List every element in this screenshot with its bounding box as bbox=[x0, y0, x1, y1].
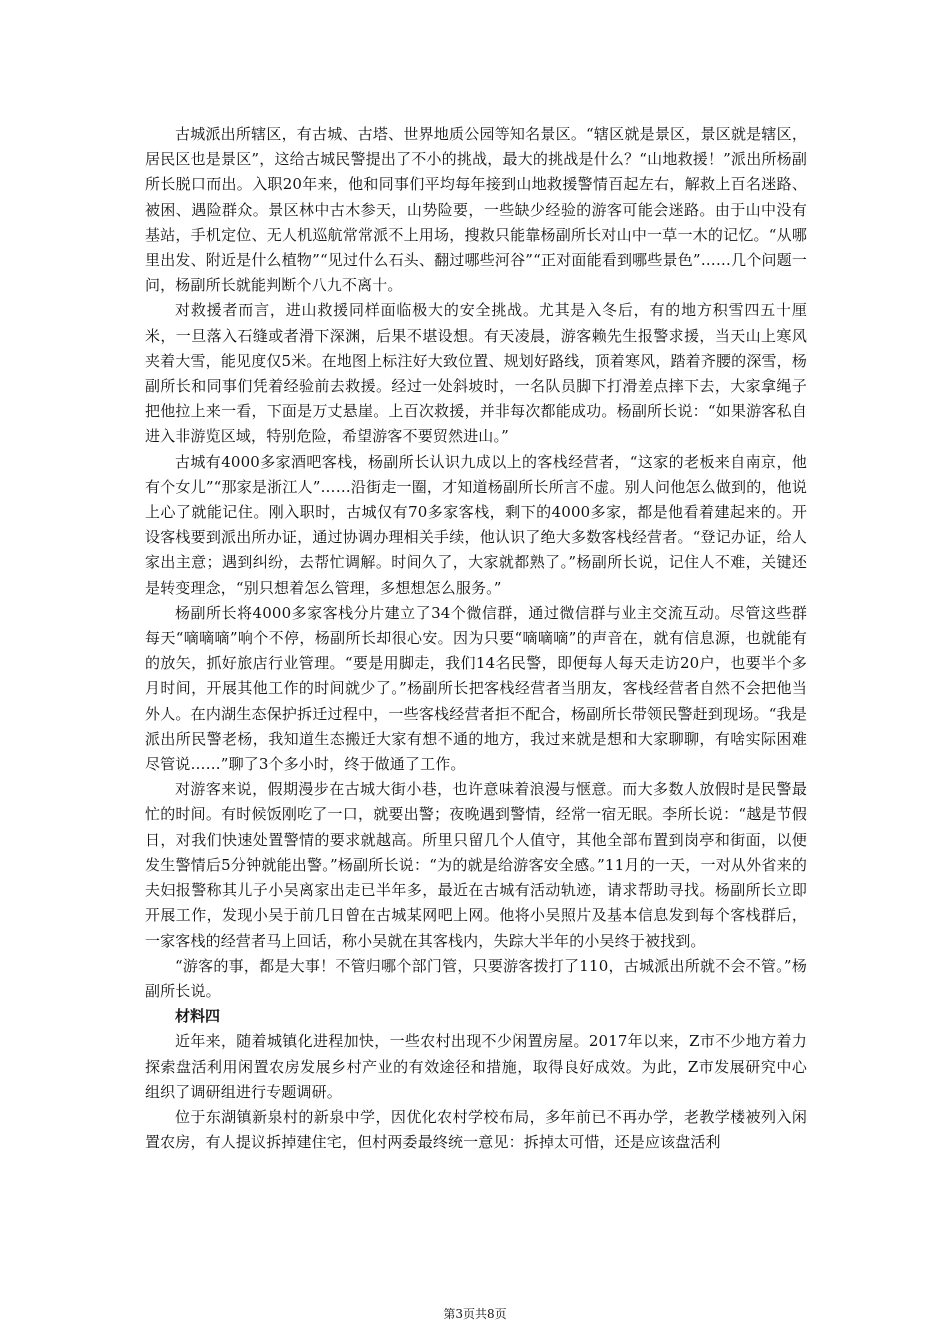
paragraph-1: 古城派出所辖区，有古城、古塔、世界地质公园等知名景区。“辖区就是景区，景区就是辖区，居民区也是景区”，这给古城民警提出了不小的挑战，最大的挑战是什么？“山地救援！”派出所杨副所长脱口而出。入职20年来，他和同事们平均每年接到山地救援警情百起左右，解救上百名迷路、被困、遇险群众。景区林中古木参天，山势险要，一些缺少经验的游客可能会迷路。由于山中没有基站，手机定位、无人机巡航常常派不上用场，搜救只能靠杨副所长对山中一草一木的记忆。“从哪里出发、附近是什么植物”“见过什么石头、翻过哪些河谷”“正对面能看到哪些景色”……几个问题一问，杨副所长就能判断个八九不离十。 bbox=[145, 125, 807, 295]
paragraph-4: 杨副所长将4000多家客栈分片建立了34个微信群，通过微信群与业主交流互动。尽管这些群每天“嘀嘀嘀”响个不停，杨副所长却很心安。因为只要“嘀嘀嘀”的声音在，就有信息源，也就能有的放矢，抓好旅店行业管理。“要是用脚走，我们14名民警，即便每人每天走访20户，也要半个多月时间，开展其他工作的时间就少了。”杨副所长把客栈经营者当朋友，客栈经营者自然不会把他当外人。在内湖生态保护拆迁过程中，一些客栈经营者拒不配合，杨副所长带领民警赶到现场。“我是派出所民警老杨，我知道生态搬迁大家有想不通的地方，我过来就是想和大家聊聊，有啥实际困难尽管说……”聊了3个多小时，终于做通了工作。 bbox=[145, 603, 807, 774]
paragraph-8: 位于东湖镇新泉村的新泉中学，因优化农村学校布局，多年前已不再办学，老教学楼被列入闲置农房，有人提议拆掉建住宅，但村两委最终统一意见：拆掉太可惜，还是应该盘活利 bbox=[145, 1107, 807, 1152]
section-heading: 材料四 bbox=[175, 1007, 221, 1026]
paragraph-6: “游客的事，都是大事！不管归哪个部门管，只要游客拨打了110，古城派出所就不会不管。”杨副所长说。 bbox=[145, 956, 807, 1000]
document-body bbox=[145, 122, 807, 1155]
paragraph-5: 对游客来说，假期漫步在古城大街小巷，也许意味着浪漫与惬意。而大多数人放假时是民警最忙的时间。有时候饭刚吃了一口，就要出警；夜晚遇到警情，经常一宿无眠。李所长说：“越是节假日，对我们快速处置警情的要求就越高。所里只留几个人值守，其他全部布置到岗亭和街面，以便发生警情后5分钟就能出警。”杨副所长说：“为的就是给游客安全感。”11月的一天，一对从外省来的夫妇报警称其儿子小吴离家出走已半年多，最近在古城有活动轨迹，请求帮助寻找。杨副所长立即开展工作，发现小吴于前几日曾在古城某网吧上网。他将小吴照片及基本信息发到每个客栈群后，一家客栈的经营者马上回话，称小吴就在其客栈内，失踪大半年的小吴终于被找到。 bbox=[145, 780, 807, 950]
paragraph-7: 近年来，随着城镇化进程加快，一些农村出现不少闲置房屋。2017年以来，Z市不少地方着力探索盘活利用闲置农房发展乡村产业的有效途径和措施，取得良好成效。为此，Z市发展研究中心组织了调研组进行专题调研。 bbox=[145, 1032, 807, 1101]
page-footer: 第3页共8页 bbox=[443, 1307, 507, 1321]
paragraph-3: 古城有4000多家酒吧客栈，杨副所长认识九成以上的客栈经营者，“这家的老板来自南京，他有个女儿”“那家是浙江人”……沿街走一圈，才知道杨副所长所言不虚。别人问他怎么做到的，他说上心了就能记住。刚入职时，古城仅有70多家客栈，剩下的4000多家，都是他看着建起来的。开设客栈要到派出所办证，通过协调办理相关手续，他认识了绝大多数客栈经营者。“登记办证，给人家出主意；遇到纠纷，去帮忙调解。时间久了，大家就都熟了。”杨副所长说，记住人不难，关键还是转变理念，“别只想着怎么管理，多想想怎么服务。” bbox=[145, 452, 807, 597]
paragraph-2: 对救援者而言，进山救援同样面临极大的安全挑战。尤其是入冬后，有的地方积雪四五十厘米，一旦落入石缝或者滑下深渊，后果不堪设想。有天凌晨，游客赖先生报警求援，当天山上寒风夹着大雪，能见度仅5米。在地图上标注好大致位置、规划好路线，顶着寒风，踏着齐腰的深雪，杨副所长和同事们凭着经验前去救援。经过一处斜坡时，一名队员脚下打滑差点摔下去，大家拿绳子把他拉上来一看，下面是万丈悬崖。上百次救援，并非每次都能成功。杨副所长说：“如果游客私自进入非游览区域，特别危险，希望游客不要贸然进山。” bbox=[145, 301, 807, 446]
